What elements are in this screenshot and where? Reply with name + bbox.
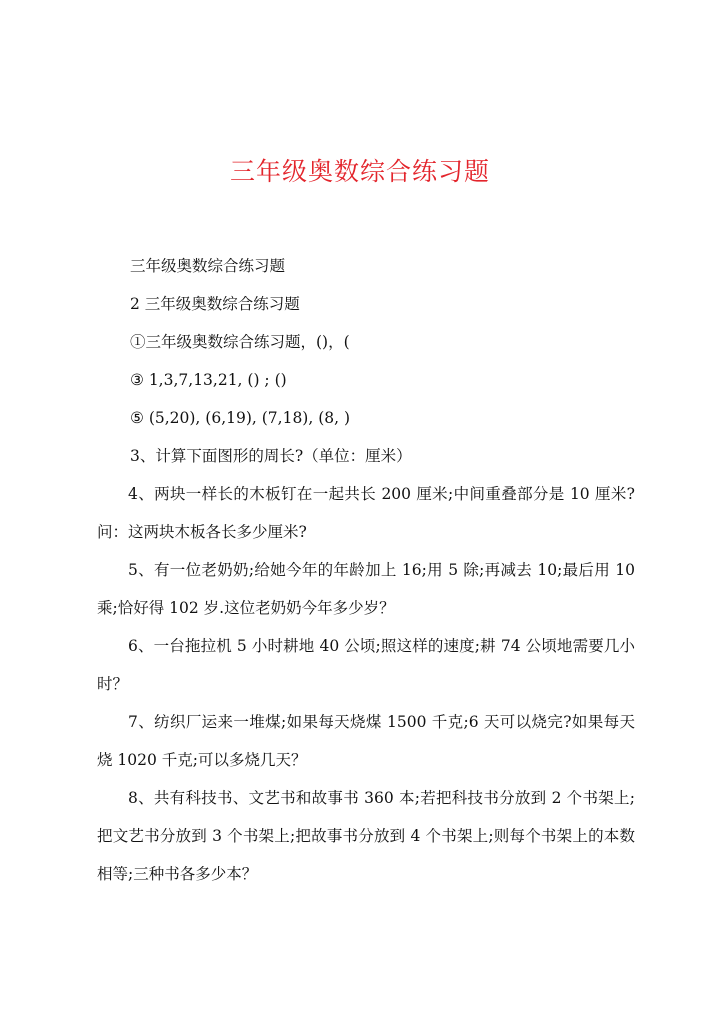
question-6: 6、一台拖拉机 5 小时耕地 40 公顷;照这样的速度;耕 74 公顷地需要几小时？ [97,637,635,693]
question-5: 5、有一位老奶奶;给她今年的年龄加上 16;用 5 除;再减去 10;最后用 10 乘;恰好得 102 岁.这位老奶奶今年多少岁？ [97,561,635,617]
body-line-5: ⑤ (5,20), (6,19), (7,18), (8, ) [130,409,351,427]
question-4: 4、两块一样长的木板钉在一起共长 200 厘米;中间重叠部分是 10 厘米?问：这两块木板各长多少厘米? [97,485,635,541]
body-line-1: 三年级奥数综合练习题 [130,257,286,275]
body-line-6: 3、计算下面图形的周长?（单位：厘米） [130,447,412,465]
document-title: 三年级奥数综合练习题 [229,157,490,186]
question-8: 8、共有科技书、文艺书和故事书 360 本;若把科技书分放到 2 个书架上;把文艺书分放到 3 个书架上;把故事书分放到 4 个书架上;则每个书架上的本数相等;三种书各多少本？ [97,789,635,883]
body-line-3: ①三年级奥数综合练习题，()，( [130,333,350,351]
body-line-2: 2 三年级奥数综合练习题 [130,295,300,313]
body-line-4: ③ 1,3,7,13,21, () ; () [130,371,287,389]
question-7: 7、纺织厂运来一堆煤;如果每天烧煤 1500 千克;6 天可以烧完?如果每天烧 1020 千克;可以多烧几天？ [97,713,635,769]
